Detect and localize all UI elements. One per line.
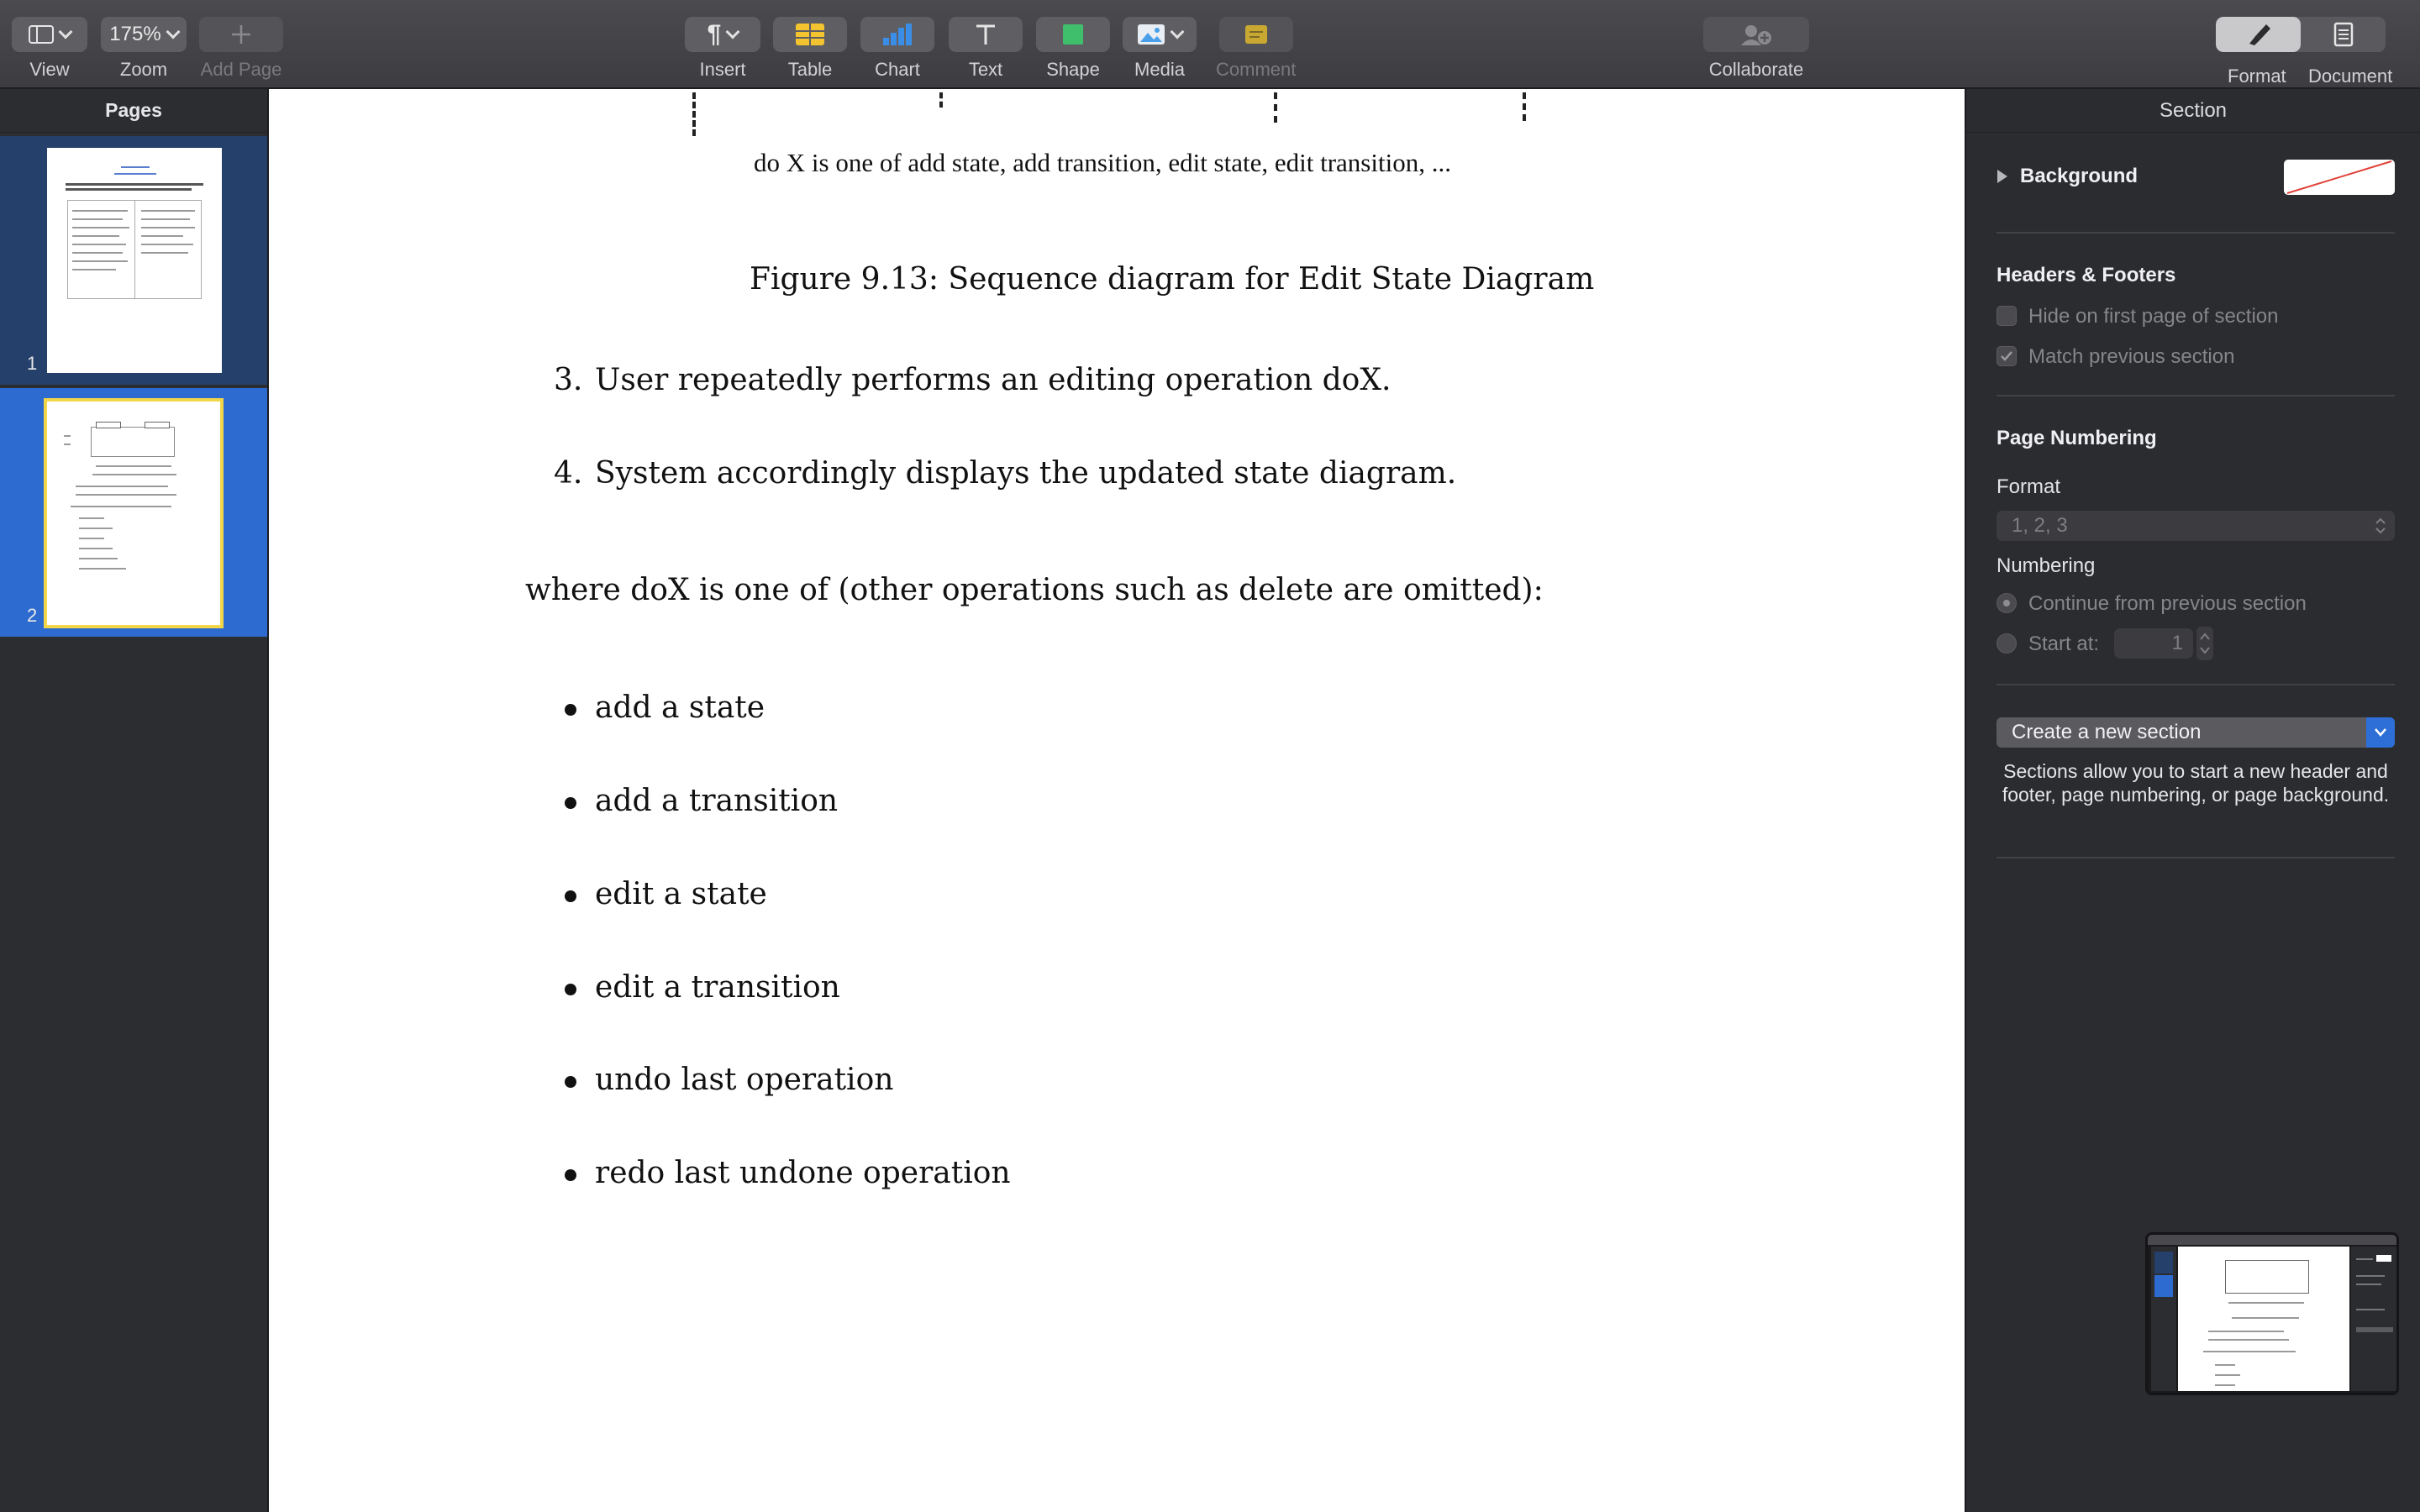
where-paragraph: where doX is one of (other operations such as delete are omitted): <box>525 573 1544 607</box>
table-label: Table <box>787 59 833 80</box>
bullet-icon <box>565 1169 576 1181</box>
list-item: undo last operation <box>595 1063 894 1097</box>
media-control[interactable] <box>1123 17 1197 81</box>
table-button[interactable] <box>773 17 847 52</box>
diagram-lifeline <box>1523 92 1526 121</box>
chevron-down-icon <box>2374 727 2387 738</box>
diagram-note: do X is one of add state, add transition, edit state, edit transition, ... <box>754 148 1451 177</box>
page-thumbnail-2[interactable] <box>0 388 267 637</box>
list-item: redo last undone operation <box>595 1156 1011 1190</box>
list-item: add a state <box>595 690 765 725</box>
headers-footers-title: Headers & Footers <box>1996 264 2176 286</box>
start-at-radio[interactable] <box>1996 633 2017 654</box>
figure-caption: Figure 9.13: Sequence diagram for Edit State Diagram <box>750 262 1595 297</box>
view-control[interactable] <box>12 17 87 81</box>
table-control[interactable] <box>773 17 847 81</box>
checkmark-icon <box>2000 350 2013 362</box>
inspector-toggle <box>2216 17 2386 52</box>
list-item: edit a state <box>595 877 767 911</box>
start-at-input[interactable] <box>2114 628 2193 659</box>
match-previous-label: Match previous section <box>2028 345 2235 368</box>
start-at-stepper[interactable] <box>2196 627 2213 660</box>
pages-title: Pages <box>0 89 267 133</box>
format-tab[interactable] <box>2216 17 2301 52</box>
pages-sidebar <box>0 89 269 1512</box>
page-thumbnail-1[interactable] <box>0 136 267 385</box>
table-icon <box>795 23 825 46</box>
radio-dot-icon <box>2003 600 2010 606</box>
diagram-lifeline <box>1274 92 1277 123</box>
diagram-lifeline <box>939 92 943 108</box>
page-numbering-title: Page Numbering <box>1996 427 2157 449</box>
inspector-title: Section <box>1966 89 2420 133</box>
plus-icon <box>230 24 252 45</box>
view-label: View <box>29 59 70 80</box>
zoom-value: 175% <box>109 23 161 45</box>
continue-label: Continue from previous section <box>2028 592 2307 615</box>
sidebar-view-icon <box>29 25 54 44</box>
background-color-well[interactable] <box>2284 160 2395 195</box>
create-section-label: Create a new section <box>2012 721 2202 743</box>
list-item: add a transition <box>595 784 839 818</box>
page-number: 1 <box>27 353 38 374</box>
format-select-value: 1, 2, 3 <box>2012 514 2068 537</box>
comment-icon <box>1244 24 1269 45</box>
collaborate-control[interactable] <box>1703 17 1809 81</box>
shape-control[interactable] <box>1036 17 1110 81</box>
step-text: User repeatedly performs an editing operation doX. <box>595 363 1392 397</box>
paintbrush-icon <box>2244 22 2273 47</box>
background-label: Background <box>2020 165 2139 187</box>
chart-icon <box>881 23 913 46</box>
bullet-icon <box>565 797 576 809</box>
disclosure-triangle-icon <box>1996 169 2008 184</box>
zoom-button[interactable] <box>101 17 187 52</box>
divider <box>1996 857 2395 858</box>
paragraph-icon: ¶ <box>707 20 722 48</box>
step-text: System accordingly displays the updated state diagram. <box>595 456 1457 491</box>
hide-first-page-checkbox[interactable] <box>1996 306 2017 326</box>
media-button[interactable] <box>1123 17 1197 52</box>
collaborate-button[interactable] <box>1703 17 1809 52</box>
collaborate-label: Collaborate <box>1708 59 1804 80</box>
photo-icon <box>1137 24 1165 45</box>
chevron-down-icon <box>726 25 740 39</box>
no-fill-icon <box>2284 160 2395 195</box>
bullet-icon <box>565 984 576 995</box>
document-canvas[interactable] <box>269 89 1965 1512</box>
chart-button[interactable] <box>860 17 934 52</box>
comment-control[interactable] <box>1216 17 1296 81</box>
document-tab[interactable] <box>2301 17 2386 52</box>
shape-button[interactable] <box>1036 17 1110 52</box>
zoom-label: Zoom <box>119 59 168 80</box>
chart-control[interactable] <box>860 17 934 81</box>
format-select[interactable] <box>1996 511 2395 541</box>
chevron-down-icon <box>59 25 73 39</box>
document-icon <box>2333 22 2354 47</box>
toolbar <box>0 0 2420 89</box>
format-field-label: Format <box>1996 475 2061 498</box>
numbering-label: Numbering <box>1996 554 2096 577</box>
section-description: Sections allow you to start a new header and footer, page numbering, or page background. <box>2002 760 2390 806</box>
create-section-button[interactable] <box>1996 717 2395 748</box>
comment-label: Comment <box>1216 59 1297 80</box>
chevron-down-icon <box>166 25 180 39</box>
divider <box>1996 684 2395 685</box>
insert-label: Insert <box>699 59 746 80</box>
step-number: 4. <box>554 456 583 491</box>
format-label: Format <box>2228 66 2286 87</box>
page-preview <box>44 398 224 628</box>
bullet-icon <box>565 704 576 716</box>
view-button[interactable] <box>12 17 87 52</box>
background-disclosure[interactable] <box>1996 165 2138 188</box>
chevron-down-icon <box>1171 25 1185 39</box>
match-previous-checkbox[interactable] <box>1996 346 2017 366</box>
text-box-icon <box>974 23 997 46</box>
shape-icon <box>1061 23 1085 46</box>
start-at-value: 1 <box>2171 632 2183 654</box>
add-page-control[interactable] <box>199 17 283 81</box>
stepper-arrows-icon <box>2196 627 2213 660</box>
window-minimap[interactable] <box>2145 1232 2399 1395</box>
zoom-control[interactable] <box>101 17 187 81</box>
bullet-icon <box>565 890 576 902</box>
text-button[interactable] <box>949 17 1023 52</box>
start-at-label: Start at: <box>2028 633 2100 655</box>
text-control[interactable] <box>949 17 1023 81</box>
insert-button[interactable] <box>685 17 760 52</box>
divider <box>1996 232 2395 234</box>
media-label: Media <box>1134 59 1185 80</box>
collaborate-icon <box>1739 23 1773 46</box>
shape-label: Shape <box>1046 59 1100 80</box>
comment-button[interactable] <box>1219 17 1293 52</box>
add-page-label: Add Page <box>200 59 282 80</box>
divider <box>1996 395 2395 396</box>
add-page-button[interactable] <box>199 17 283 52</box>
page-number: 2 <box>27 605 38 626</box>
create-section-dropdown[interactable] <box>2366 717 2395 748</box>
chart-label: Chart <box>875 59 920 80</box>
bullet-icon <box>565 1076 576 1088</box>
text-label: Text <box>968 59 1003 80</box>
step-number: 3. <box>554 363 583 397</box>
diagram-lifeline <box>692 92 696 136</box>
continue-radio[interactable] <box>1996 593 2017 613</box>
hide-first-page-label: Hide on first page of section <box>2028 305 2279 328</box>
list-item: edit a transition <box>595 970 840 1005</box>
document-label: Document <box>2308 66 2393 87</box>
updown-chevron-icon <box>2375 516 2386 536</box>
insert-control[interactable] <box>685 17 760 81</box>
page-preview <box>47 148 222 373</box>
